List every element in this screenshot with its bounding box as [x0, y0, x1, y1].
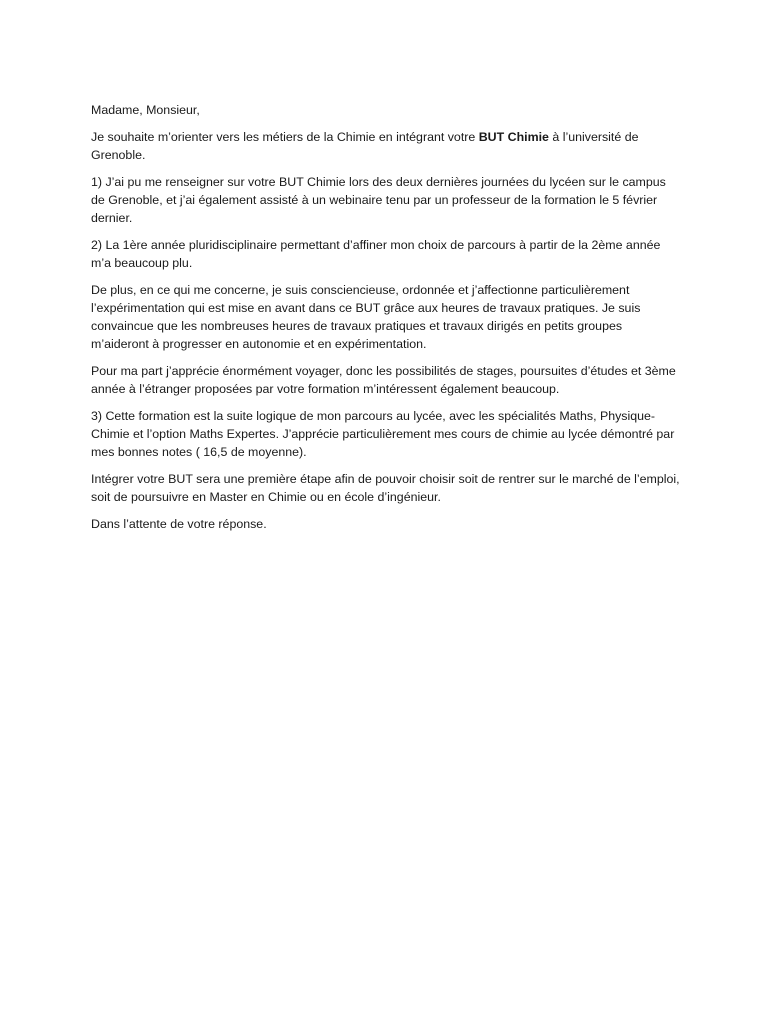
intro-text-end: à l’université de Grenoble.: [91, 130, 639, 162]
intro-text-start: Je souhaite m’orienter vers les métiers de la Chimie en intégrant votre: [91, 130, 479, 144]
letter-greeting: Madame, Monsieur,: [91, 103, 200, 117]
letter-paragraph-travel: Pour ma part j’apprécie énormément voyager, donc les possibilités de stages, poursuites d’études et 3ème année à l’étranger proposées par votre formation m’intéressent également beaucoup.: [91, 364, 676, 396]
letter-paragraph-first-year: 2) La 1ère année pluridisciplinaire permettant d’affiner mon choix de parcours à partir de la 2ème année m’a beaucoup plu.: [91, 238, 661, 270]
letter-closing: Dans l’attente de votre réponse.: [91, 517, 267, 531]
letter-body: [91, 101, 681, 542]
letter-paragraph-background: 3) Cette formation est la suite logique de mon parcours au lycée, avec les spécialités Maths, Physique-Chimie et l’option Maths Expertes. J’apprécie particulièrement mes cours de chimie au lycée démontré par mes bonnes notes ( 16,5 de moyenne).: [91, 409, 675, 459]
letter-paragraph-goals: Intégrer votre BUT sera une première étape afin de pouvoir choisir soit de rentrer sur le marché de l’emploi, soit de poursuivre en Master en Chimie ou en école d’ingénieur.: [91, 472, 680, 504]
letter-paragraph-qualities: De plus, en ce qui me concerne, je suis consciencieuse, ordonnée et j’affectionne particulièrement l’expérimentation qui est mise en avant dans ce BUT grâce aux heures de travaux pratiques. Je suis convaincue que les nombreuses heures de travaux pratiques et travaux dirigés en petits groupes m’aideront à progresser en autonomie et en expérimentation.: [91, 283, 641, 351]
letter-intro-paragraph: [91, 128, 681, 164]
intro-program-name: BUT Chimie: [478, 130, 549, 144]
letter-paragraph-visits: 1) J’ai pu me renseigner sur votre BUT Chimie lors des deux dernières journées du lycéen sur le campus de Grenoble, et j’ai également assisté à un webinaire tenu par un professeur de la formation le 5 février dernier.: [91, 175, 666, 225]
